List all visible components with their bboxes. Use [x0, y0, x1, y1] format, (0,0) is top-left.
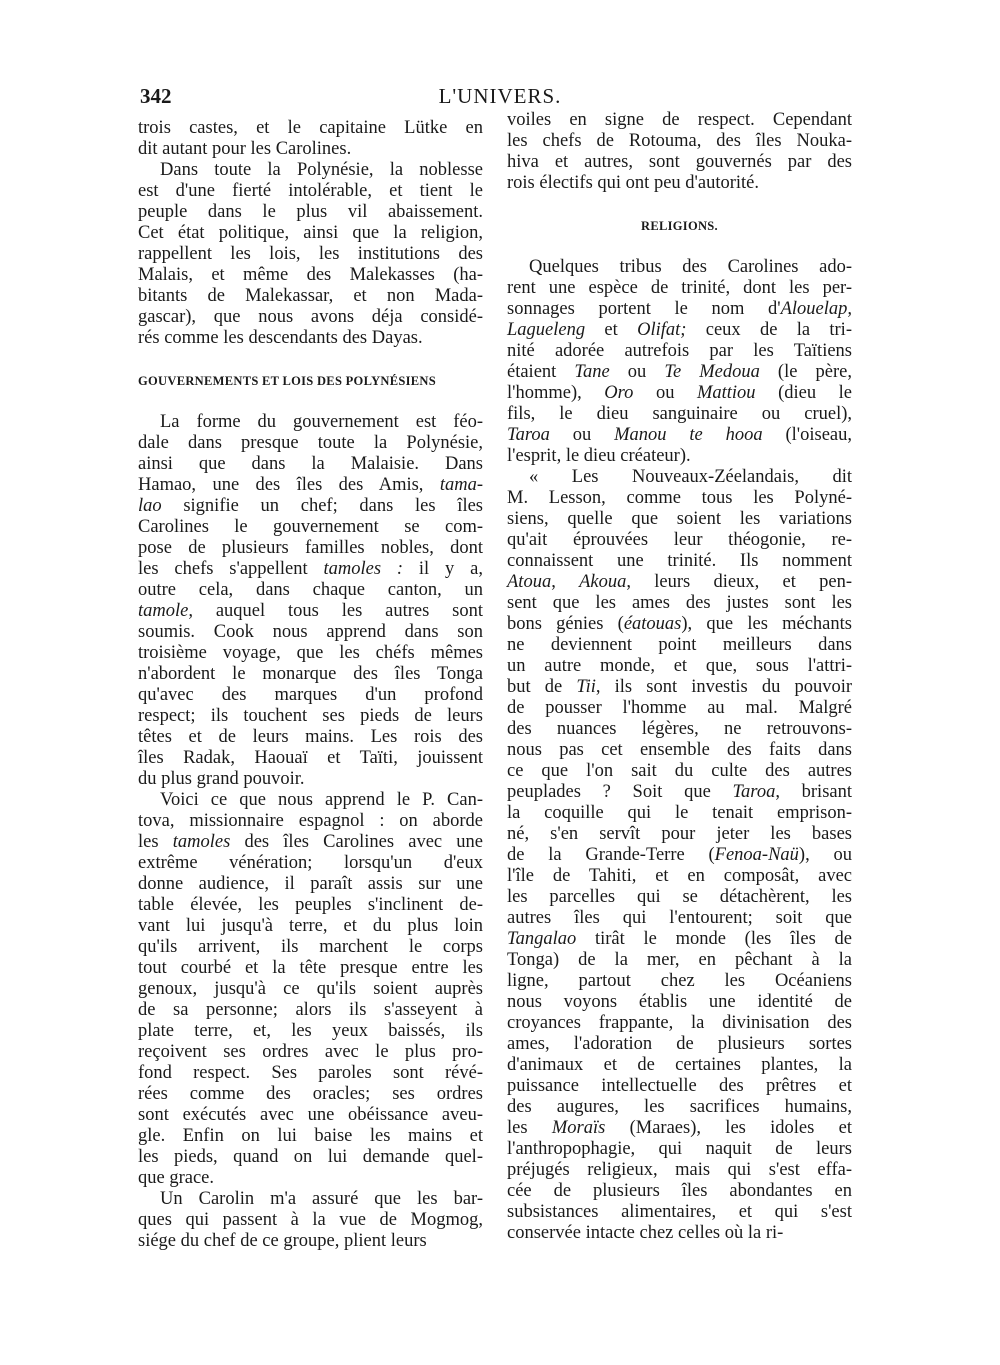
page-number: 342	[140, 84, 172, 108]
text-line	[507, 950, 852, 971]
text-line	[138, 706, 483, 727]
right-column	[507, 110, 852, 1244]
text-line	[138, 223, 483, 244]
text-run: né, s'en servît pour jeter les bases	[507, 824, 852, 844]
text-line	[138, 1231, 483, 1252]
text-run: sont exécutés avec une obéissance aveu-	[138, 1105, 483, 1125]
paragraph	[138, 160, 483, 349]
text-run: les chefs s'appellent	[138, 559, 324, 579]
text-run: ce que l'on sait du culte des autres	[507, 761, 852, 781]
text-run: bitants de Malekassar, et non Mada-	[138, 286, 483, 306]
text-run: tova, missionnaire espagnol : on aborde	[138, 811, 483, 831]
text-run: , brisant	[775, 782, 852, 802]
italic-term: Akoua	[579, 572, 627, 592]
text-line	[507, 1202, 852, 1223]
text-run: conservée intacte chez celles où la ri-	[507, 1223, 784, 1243]
text-run: outre cela, dans chaque canton, un	[138, 580, 483, 600]
text-run: rappellent les lois, les institutions des	[138, 244, 483, 264]
text-line	[507, 1097, 852, 1118]
text-line	[138, 286, 483, 307]
italic-term: tamole,	[138, 601, 193, 621]
italic-term: tama-	[439, 475, 483, 495]
text-run: M. Lesson, comme tous les Polyné-	[507, 488, 852, 508]
text-run: de pousser l'homme au mal. Malgré	[507, 698, 852, 718]
text-run: extrême vénération; lorsqu'un d'eux	[138, 853, 483, 873]
text-line	[507, 404, 852, 425]
text-run: ou	[633, 383, 697, 403]
text-run: fils, le dieu sanguinaire ou cruel),	[507, 404, 852, 424]
text-run: Un Carolin m'a assuré que les bar-	[160, 1189, 483, 1209]
text-line	[507, 320, 852, 341]
text-run: ainsi que dans la Malaisie. Dans	[138, 454, 483, 474]
text-run: table élevée, les peuples s'inclinent de-	[138, 895, 483, 915]
text-run: des îles Carolines avec une	[230, 832, 483, 852]
text-line	[507, 656, 852, 677]
text-run: dale dans presque toute la Polynésie,	[138, 433, 483, 453]
text-line	[138, 979, 483, 1000]
text-run: les pieds, quand on lui demande quel-	[138, 1147, 483, 1167]
text-line	[138, 244, 483, 265]
text-run: ne deviennent point meilleurs dans	[507, 635, 852, 655]
text-line	[507, 635, 852, 656]
text-run: but de	[507, 677, 577, 697]
text-line	[138, 1042, 483, 1063]
text-line	[507, 719, 852, 740]
text-line	[507, 1223, 852, 1244]
text-run: La forme du gouvernement est féo-	[160, 412, 483, 432]
italic-term: Mattiou	[696, 383, 756, 403]
paragraph	[507, 467, 852, 1244]
text-line	[507, 257, 852, 278]
italic-term: Fenoa-Naü	[714, 845, 799, 865]
text-line	[507, 509, 852, 530]
text-run: les parcelles qui se détachèrent, les	[507, 887, 852, 907]
text-run: puissance intellectuelle des prêtres et	[507, 1076, 852, 1096]
text-line	[507, 677, 852, 698]
italic-term: tamoles :	[323, 559, 404, 579]
text-line	[138, 1105, 483, 1126]
text-line	[507, 698, 852, 719]
text-line	[138, 433, 483, 454]
text-run: signifie un chef; dans les îles	[161, 496, 483, 516]
text-run: l'île de Tahiti, et en composât, avec	[507, 866, 852, 886]
text-run: rées comme des oracles; ses ordres	[138, 1084, 483, 1104]
text-run: pose de plusieurs familles nobles, dont	[138, 538, 483, 558]
text-line	[138, 874, 483, 895]
text-line	[138, 916, 483, 937]
text-line	[507, 530, 852, 551]
text-line	[138, 1189, 483, 1210]
text-line	[138, 601, 483, 622]
text-run: têtes et de leurs mains. Les rois des	[138, 727, 483, 747]
text-run: et	[585, 320, 638, 340]
text-run: , leurs dieux, et pen-	[626, 572, 852, 592]
text-run: un autre monde, et que, sous l'attri-	[507, 656, 852, 676]
text-line	[138, 1021, 483, 1042]
text-run: du plus grand pouvoir.	[138, 769, 305, 789]
italic-term: Olifat;	[637, 320, 687, 340]
italic-term: Lagueleng	[507, 320, 586, 340]
italic-term: éatouas	[623, 614, 682, 634]
text-line	[138, 895, 483, 916]
text-line	[507, 1013, 852, 1034]
paragraph	[138, 412, 483, 790]
text-run: étaient	[507, 362, 575, 382]
text-line	[507, 1139, 852, 1160]
text-line	[138, 139, 483, 160]
text-run: nité adorée autrefois par les Taïtiens	[507, 341, 852, 361]
text-line	[507, 824, 852, 845]
text-run: fond respect. Ses paroles sont révé-	[138, 1063, 483, 1083]
text-run: autres îles qui l'entourent; soit que	[507, 908, 852, 928]
text-line	[507, 866, 852, 887]
text-run: « Les Nouveaux-Zéelandais, dit	[529, 467, 852, 487]
text-run: donne audience, il paraît assis sur une	[138, 874, 483, 894]
text-line	[138, 202, 483, 223]
text-run: ), ou	[798, 845, 852, 865]
text-line	[138, 811, 483, 832]
text-line	[507, 1160, 852, 1181]
text-line	[138, 790, 483, 811]
text-line	[138, 181, 483, 202]
paragraph	[138, 790, 483, 1189]
text-line	[507, 383, 852, 404]
text-run: sent que les ames des justes sont les	[507, 593, 852, 613]
text-line	[507, 572, 852, 593]
text-run: siége du chef de ce groupe, plient leurs	[138, 1231, 427, 1251]
text-run: ceux de la tri-	[686, 320, 852, 340]
text-run: rois électifs qui ont peu d'autorité.	[507, 173, 759, 193]
text-line	[138, 748, 483, 769]
text-run: hiva et autres, sont gouvernés par des	[507, 152, 852, 172]
text-run: ), que les méchants	[681, 614, 852, 634]
text-run: ligne, partout chez les Océaniens	[507, 971, 852, 991]
text-line	[138, 727, 483, 748]
left-column	[138, 118, 483, 1252]
text-line	[507, 152, 852, 173]
text-run: ques qui passent à la vue de Mogmog,	[138, 1210, 483, 1230]
text-run: Hamao, une des îles des Amis,	[138, 475, 440, 495]
italic-term: Taroa	[507, 425, 550, 445]
italic-term: lao	[138, 496, 162, 516]
text-run: Carolines le gouvernement se com-	[138, 517, 483, 537]
text-run: nous voyons établis une identité de	[507, 992, 852, 1012]
italic-term: tamoles	[172, 832, 231, 852]
text-run: que grace.	[138, 1168, 215, 1188]
italic-term: Tane	[574, 362, 610, 382]
text-run: vant lui jusqu'à terre, et du plus loin	[138, 916, 483, 936]
text-line	[507, 1076, 852, 1097]
text-run: Malais, et même des Malekasses (ha-	[138, 265, 483, 285]
text-line	[507, 887, 852, 908]
text-run: peuplades ? Soit que	[507, 782, 733, 802]
text-run: rent une espèce de trinité, dont les per-	[507, 278, 852, 298]
text-run: n'abordent le monarque des îles Tonga	[138, 664, 483, 684]
text-run: l'esprit, le dieu créateur).	[507, 446, 691, 466]
text-line	[507, 761, 852, 782]
text-run: rés comme les descendants des Dayas.	[138, 328, 423, 348]
text-run: auquel tous les autres sont	[192, 601, 483, 621]
text-line	[138, 1126, 483, 1147]
text-line	[138, 538, 483, 559]
text-line	[507, 131, 852, 152]
text-run: Quelques tribus des Carolines ado-	[529, 257, 852, 277]
text-line	[507, 173, 852, 194]
text-line	[507, 446, 852, 467]
text-line	[138, 853, 483, 874]
text-line	[507, 1118, 852, 1139]
text-run: d'animaux et de certaines plantes, la	[507, 1055, 852, 1075]
italic-term: Alouelap,	[780, 299, 852, 319]
text-line	[507, 1055, 852, 1076]
text-line	[507, 614, 852, 635]
text-run: genoux, jusqu'à ce qu'ils soient auprès	[138, 979, 483, 999]
italic-term: Atoua	[507, 572, 552, 592]
text-run: (dieu le	[755, 383, 852, 403]
section-heading: RELIGIONS.	[641, 219, 718, 233]
text-run: dit autant pour les Carolines.	[138, 139, 352, 159]
text-run: (Maraes), les idoles et	[605, 1118, 852, 1138]
text-line	[138, 265, 483, 286]
text-run: bons génies (	[507, 614, 624, 634]
running-title: L'UNIVERS.	[438, 84, 562, 108]
text-line	[138, 412, 483, 433]
text-run: gle. Enfin on lui baise les mains et	[138, 1126, 483, 1146]
text-run: des nuances légères, ne retrouvons-	[507, 719, 852, 739]
text-line	[138, 622, 483, 643]
text-run: l'homme),	[507, 383, 605, 403]
text-run: des augures, les sacrifices humains,	[507, 1097, 852, 1117]
paragraph	[507, 110, 852, 194]
text-run: tirât le monde (les îles de	[576, 929, 852, 949]
text-run: sonnages portent le nom d'	[507, 299, 781, 319]
text-run: siens, quelle que soient les variations	[507, 509, 852, 529]
text-run: trois castes, et le capitaine Lütke en	[138, 118, 483, 138]
text-line	[138, 559, 483, 580]
italic-term: Tangalao	[507, 929, 577, 949]
text-run: plate terre, et, les yeux baissés, ils	[138, 1021, 483, 1041]
text-line	[507, 782, 852, 803]
text-run: de la Grande-Terre (	[507, 845, 715, 865]
text-run: croyances frappante, la divinisation des	[507, 1013, 852, 1033]
italic-term: Taroa	[732, 782, 776, 802]
text-run: cée de plusieurs îles abondantes en	[507, 1181, 852, 1201]
text-line	[138, 1084, 483, 1105]
text-line	[138, 1210, 483, 1231]
text-line	[138, 664, 483, 685]
text-line	[138, 685, 483, 706]
text-line	[138, 307, 483, 328]
text-line	[507, 467, 852, 488]
italic-term: Manou te hooa	[614, 425, 763, 445]
text-run: subsistances alimentaires, et qui s'est	[507, 1202, 852, 1222]
text-run: ou	[549, 425, 615, 445]
text-run: les	[507, 1118, 552, 1138]
text-line	[138, 496, 483, 517]
text-line	[138, 1000, 483, 1021]
text-line	[138, 580, 483, 601]
paragraph	[507, 257, 852, 467]
text-line	[507, 971, 852, 992]
text-run: connaissent une trinité. Ils nomment	[507, 551, 852, 571]
text-run: les	[138, 832, 173, 852]
text-line	[507, 425, 852, 446]
text-run: respect; ils touchent ses pieds de leurs	[138, 706, 483, 726]
text-line	[507, 929, 852, 950]
text-run: qu'ait éprouvées leur théogonie, re-	[507, 530, 852, 550]
text-run: ,	[551, 572, 580, 592]
italic-term: Moraïs	[551, 1118, 606, 1138]
italic-term: Oro	[604, 383, 634, 403]
text-run: voiles en signe de respect. Cependant	[507, 110, 852, 130]
text-run: reçoivent ses ordres avec le plus pro-	[138, 1042, 483, 1062]
text-line	[507, 110, 852, 131]
text-line	[138, 118, 483, 139]
text-run: îles Radak, Haouaï et Taïti, jouissent	[138, 748, 483, 768]
text-run: les chefs de Rotouma, des îles Nouka-	[507, 131, 852, 151]
text-line	[507, 845, 852, 866]
text-line	[138, 328, 483, 349]
text-line	[507, 992, 852, 1013]
text-run: de sa personne; alors ils s'asseyent à	[138, 1000, 483, 1020]
text-line	[138, 958, 483, 979]
text-run: la coquille qui le tenait emprison-	[507, 803, 852, 823]
text-run: peuple dans le plus vil abaissement.	[138, 202, 483, 222]
text-run: l'anthropophagie, qui naquit de leurs	[507, 1139, 852, 1159]
text-run: (l'oiseau,	[762, 425, 852, 445]
text-line	[507, 341, 852, 362]
text-line	[138, 643, 483, 664]
text-run: , ils sont investis du pouvoir	[595, 677, 852, 697]
text-run: préjugés religieux, mais qui s'est effa-	[507, 1160, 852, 1180]
text-run: nous pas cet ensemble des faits dans	[507, 740, 852, 760]
text-run: Dans toute la Polynésie, la noblesse	[160, 160, 483, 180]
text-line	[138, 937, 483, 958]
text-line	[507, 278, 852, 299]
text-line	[507, 908, 852, 929]
text-run: ames, l'adoration de plusieurs sortes	[507, 1034, 852, 1054]
text-run: soumis. Cook nous apprend dans son	[138, 622, 483, 642]
text-line	[138, 160, 483, 181]
text-line	[138, 1063, 483, 1084]
paragraph	[138, 118, 483, 160]
italic-term: Te Medoua	[664, 362, 760, 382]
text-line	[507, 740, 852, 761]
text-run: est d'une fierté intolérable, et tient le	[138, 181, 483, 201]
text-line	[507, 488, 852, 509]
text-line	[507, 299, 852, 320]
text-run: il y a,	[403, 559, 483, 579]
text-line	[138, 1147, 483, 1168]
text-run: qu'ils arrivent, ils marchent le corps	[138, 937, 483, 957]
text-run: Voici ce que nous apprend le P. Can-	[160, 790, 483, 810]
text-run: tout courbé et la tête presque entre les	[138, 958, 483, 978]
text-line	[507, 551, 852, 572]
text-line	[138, 454, 483, 475]
text-line	[138, 769, 483, 790]
italic-term: Tii	[576, 677, 596, 697]
text-line	[507, 1181, 852, 1202]
text-line	[138, 475, 483, 496]
text-run: ou	[609, 362, 665, 382]
text-line	[138, 1168, 483, 1189]
text-run: qu'avec des marques d'un profond	[138, 685, 483, 705]
text-line	[507, 362, 852, 383]
text-line	[138, 517, 483, 538]
text-run: troisième voyage, que les chéfs mêmes	[138, 643, 483, 663]
text-line	[507, 593, 852, 614]
text-line	[507, 803, 852, 824]
text-run: (le père,	[759, 362, 852, 382]
text-run: Cet état politique, ainsi que la religion,	[138, 223, 483, 243]
text-line	[507, 1034, 852, 1055]
text-line	[138, 832, 483, 853]
text-run: Tonga) de la mer, en pêchant à la	[507, 950, 852, 970]
section-heading: GOUVERNEMENTS ET LOIS DES POLYNÉSIENS	[138, 374, 436, 388]
text-run: gascar), que nous avons déja considé-	[138, 307, 483, 327]
paragraph	[138, 1189, 483, 1252]
